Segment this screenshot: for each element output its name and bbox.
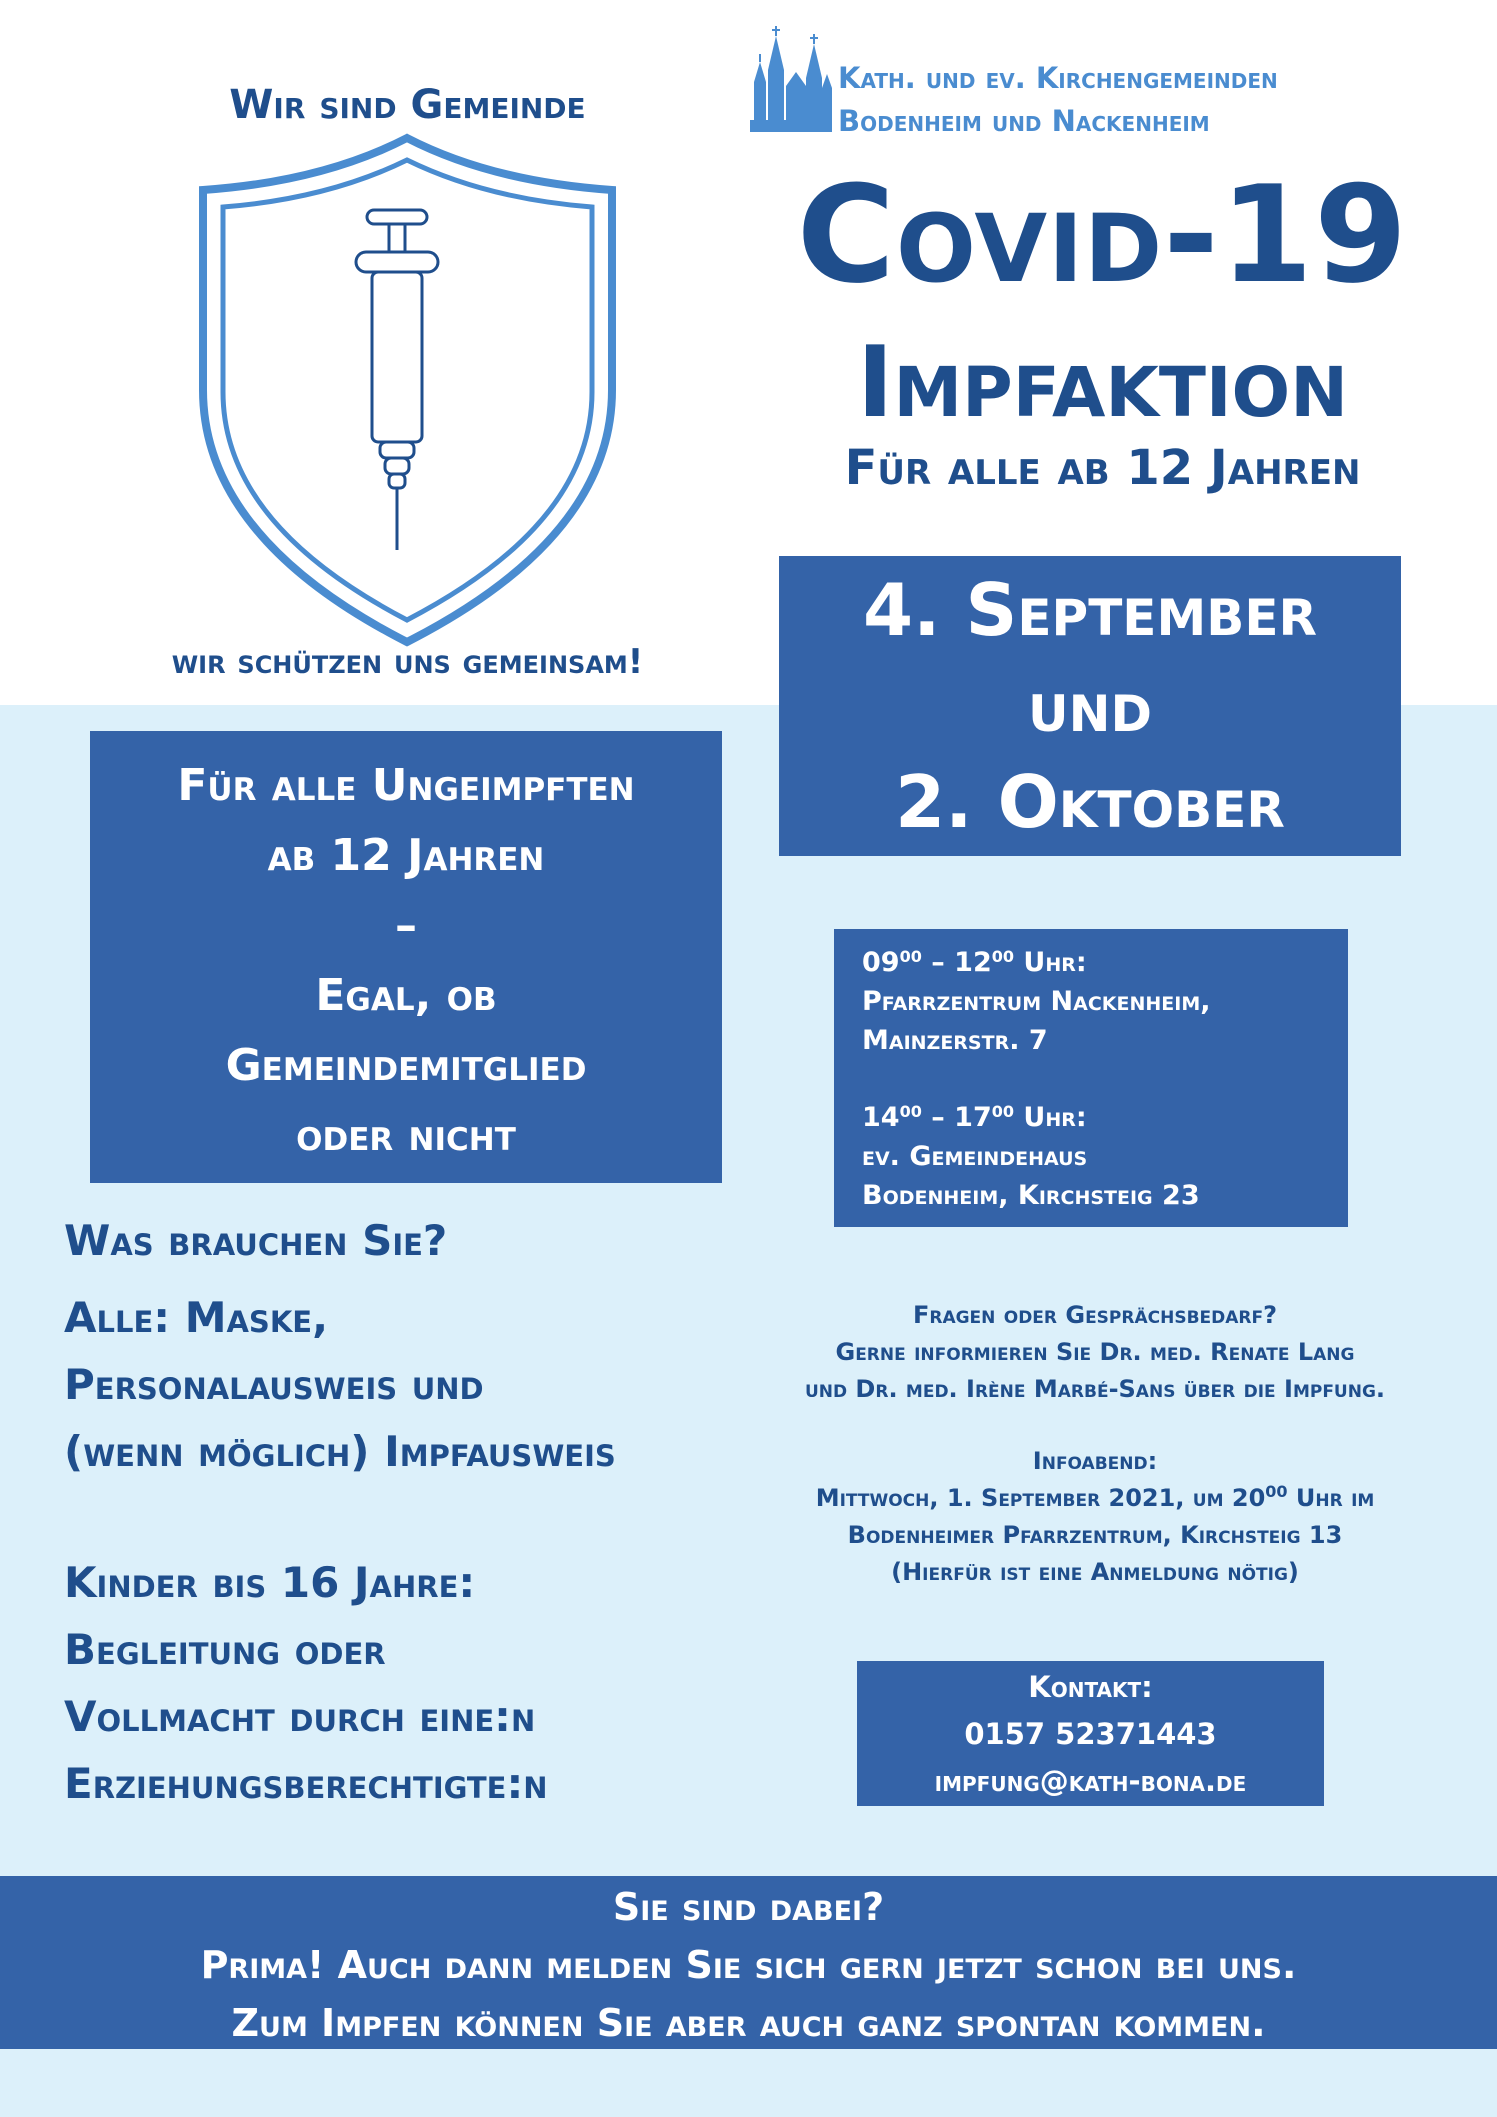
tagline: wir schützen uns gemeinsam! [171, 642, 644, 682]
contact-title: Kontakt: [1028, 1670, 1153, 1704]
target-group-box [90, 731, 722, 1183]
who-line-3: Egal, ob [315, 970, 497, 1021]
who-line-5: oder nicht [296, 1110, 516, 1161]
date-line-2: und [1028, 664, 1152, 748]
info-line-1: Mittwoch, 1. September 2021, um $20^{00}$ Uhr im [815, 1482, 1375, 1512]
dates-box [779, 556, 1401, 856]
contact-email[interactable]: impfung@kath-bona.de [934, 1764, 1247, 1798]
slot-1-place-1: Pfarrzentrum Nackenheim, [862, 986, 1211, 1017]
slot-2-place-1: ev. Gemeindehaus [862, 1141, 1088, 1172]
questions-section [735, 1297, 1455, 1408]
slot-1-place-2: Mainzerstr. 7 [862, 1025, 1048, 1056]
info-title: Infoabend: [1032, 1447, 1158, 1475]
requirements-section [64, 1207, 784, 1817]
who-line-4: Gemeindemitglied [225, 1040, 587, 1091]
slot-1-time: $09^{00} - 12^{00}$ Uhr: [862, 947, 1087, 978]
who-dash: – [395, 900, 417, 951]
footer-line-1: Sie sind dabei? [612, 1885, 885, 1929]
questions-line-3: und Dr. med. Irène Marbé-Sans über die Impfung. [804, 1375, 1386, 1403]
requirements-kids-3: Vollmacht durch eine:n [64, 1692, 536, 1741]
footer-banner [0, 1876, 1497, 2049]
organisation-name [838, 57, 1478, 143]
organisation-line-1: Kath. und ev. Kirchengemeinden [838, 61, 1278, 95]
contact-box [857, 1661, 1324, 1806]
who-line-2: ab 12 Jahren [267, 830, 545, 881]
footer-line-3: Zum Impfen können Sie aber auch ganz spontan kommen. [231, 2001, 1266, 2045]
requirements-question: Was brauchen Sie? [64, 1216, 448, 1265]
info-line-3: (Hierfür ist eine Anmeldung nötig) [891, 1558, 1299, 1586]
date-line-3: 2. Oktober [895, 760, 1285, 844]
shield-syringe-icon [195, 130, 620, 650]
campaign-title: Wir sind Gemeinde [229, 82, 586, 128]
headline-title: Covid-19 [796, 157, 1409, 313]
headline-subtitle: Impfaktion [857, 326, 1348, 440]
info-evening-section [735, 1443, 1455, 1591]
requirements-all-1: Alle: Maske, [64, 1293, 329, 1342]
church-towers-logo [748, 22, 834, 134]
organisation-line-2: Bodenheim und Nackenheim [838, 104, 1210, 138]
slot-2-place-2: Bodenheim, Kirchsteig 23 [862, 1180, 1200, 1211]
headline-audience: Für alle ab 12 Jahren [844, 440, 1361, 496]
requirements-all-2: Personalausweis und [64, 1360, 484, 1409]
contact-phone[interactable]: 0157 52371443 [964, 1717, 1217, 1751]
info-line-2: Bodenheimer Pfarrzentrum, Kirchsteig 13 [847, 1521, 1343, 1549]
footer-line-2: Prima! Auch dann melden Sie sich gern jetzt schon bei uns. [200, 1943, 1297, 1987]
schedule-box [834, 929, 1348, 1227]
requirements-all-3: (wenn möglich) Impfausweis [64, 1427, 616, 1476]
who-line-1: Für alle Ungeimpften [177, 760, 635, 811]
slot-2-time: $14^{00} - 17^{00}$ Uhr: [862, 1102, 1087, 1133]
date-line-1: 4. September [863, 568, 1317, 652]
requirements-kids-4: Erziehungsberechtigte:n [64, 1759, 548, 1808]
requirements-kids-1: Kinder bis 16 Jahre: [64, 1558, 476, 1607]
requirements-kids-2: Begleitung oder [64, 1625, 386, 1674]
questions-line-2: Gerne informieren Sie Dr. med. Renate Lang [835, 1338, 1355, 1366]
questions-line-1: Fragen oder Gesprächsbedarf? [912, 1301, 1278, 1329]
